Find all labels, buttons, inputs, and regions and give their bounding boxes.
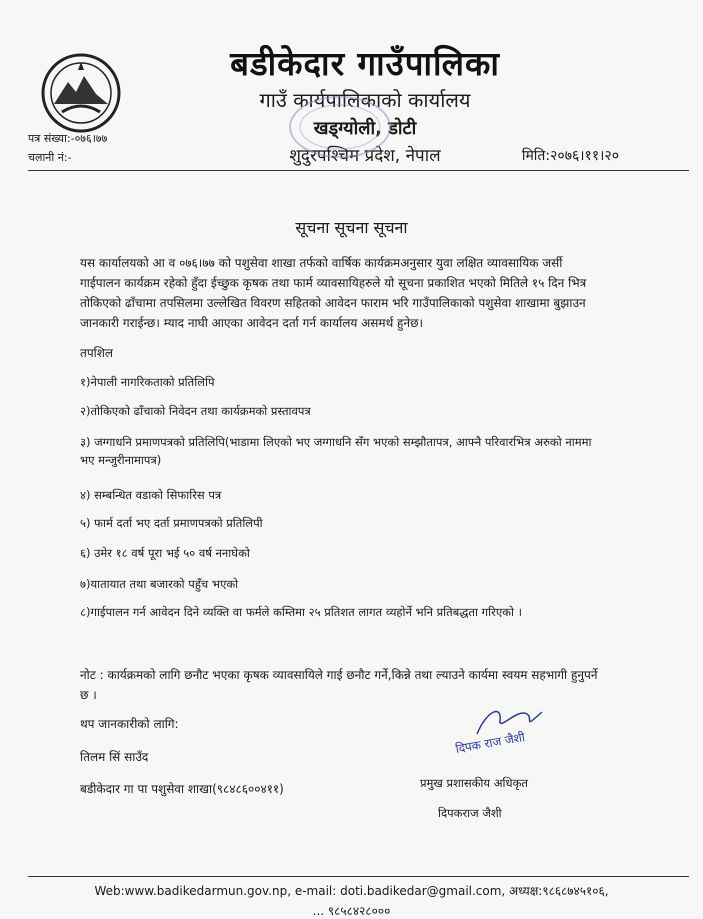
office-location: खड्ग्योली, डोटी (313, 118, 417, 139)
nepal-emblem-icon (40, 52, 122, 134)
notice-title: सूचना सूचना सूचना (295, 218, 408, 237)
footer-contact-2: ... ९८५८४२८००० (312, 904, 391, 918)
signatory-title: प्रमुख प्रशासकीय अधिकृत (420, 776, 528, 790)
list-item: ६) उमेर १८ वर्ष पूरा भई ५० वर्ष ननाघेको (80, 546, 250, 560)
notice-body: यस कार्यालयको आ व ०७६।७७ को पशुसेवा शाखा तर्फको वार्षिक कार्यक्रमअनुसार युवा लक्षित व्यावसायिक जर्सी गाईपालन कार्यक्रम रहेको हुँदा ईच्छुक कृषक तथा फार्म व्यावसायिहरुले यो सूचना प्रकाशित भएको मितिले १५ दिन भित्र तोकिएको ढाँचामा तपसिलमा उल्लेखित विवरण सहितको आवेदन फाराम भरि गाउँपालिकाको पशुसेवा शाखामा बुझाउन जानकारी गराईन्छ। म्याद नाघी आएका आवेदन दर्ता गर्न कार्यालय असमर्थ हुनेछ। (80, 256, 587, 330)
signature-stamp: दिपक राज जैशी (454, 730, 527, 756)
list-item: २)तोकिएको ढाँचाको निवेदन तथा कार्यक्रमको प्रस्तावपत्र (80, 404, 311, 418)
contact-name: तिलम सिं साउँद (80, 750, 149, 764)
list-heading: तपशिल (80, 346, 114, 360)
office-seal-icon (285, 92, 395, 162)
dispatch-number: चलानी नं:- (28, 151, 72, 164)
list-item: ३) जग्गाधनि प्रमाणपत्रको प्रतिलिपि(भाडामा लिएको भए जग्गाधनि सँग भएको सम्झौतापत्र, आफ्नै परिवारभित्र अरुको नाममा भए मन्जुरीनामापत्र) (80, 435, 592, 467)
signatory-name: दिपकराज जैशी (438, 806, 502, 820)
list-item: ४) सम्बन्धित वडाको सिफारिस पत्र (80, 488, 222, 502)
list-item: ५) फार्म दर्ता भए दर्ता प्रमाणपत्रको प्रतिलिपी (80, 516, 263, 530)
province-line: शुदुरपश्चिम प्रदेश, नेपाल (289, 146, 441, 166)
list-item: १)नेपाली नागरिकताको प्रतिलिपि (80, 375, 215, 389)
reference-number: पत्र संख्या:-०७६।७७ (28, 132, 108, 145)
list-item: ८)गाईपालन गर्न आवेदन दिने व्यक्ति वा फर्मले कम्तिमा २५ प्रतिशत लागत व्यहोर्ने भनि प्रतिबद्धता गरिएको । (80, 605, 523, 619)
more-info-label: थप जानकारीको लागि: (80, 717, 179, 731)
note-text: नोट : कार्यक्रमको लागि छनौट भएका कृषक व्यावसायिले गाई छनौट गर्ने,किन्ने तथा ल्याउने कार्यमा स्वयम सहभागी हुनुपर्ने छ । (80, 668, 598, 702)
contact-office: बडीकेदार गा पा पशुसेवा शाखा(९८४८६००४११) (80, 782, 284, 796)
letter-date: मिति:२०७६।११।२० (521, 148, 619, 164)
footer-contact: Web:www.badikedarmun.gov.np, e-mail: doti.badikedar@gmail.com, अध्यक्ष:९८६८७४५१०६, (94, 884, 609, 898)
municipality-title: बडीकेदार गाउँपालिका (230, 44, 500, 83)
footer-divider (28, 876, 689, 877)
list-item: ७)यातायात तथा बजारको पहुँच भएको (80, 577, 239, 591)
header-divider (28, 170, 689, 171)
office-subtitle: गाउँ कार्यपालिकाको कार्यालय (259, 88, 471, 112)
